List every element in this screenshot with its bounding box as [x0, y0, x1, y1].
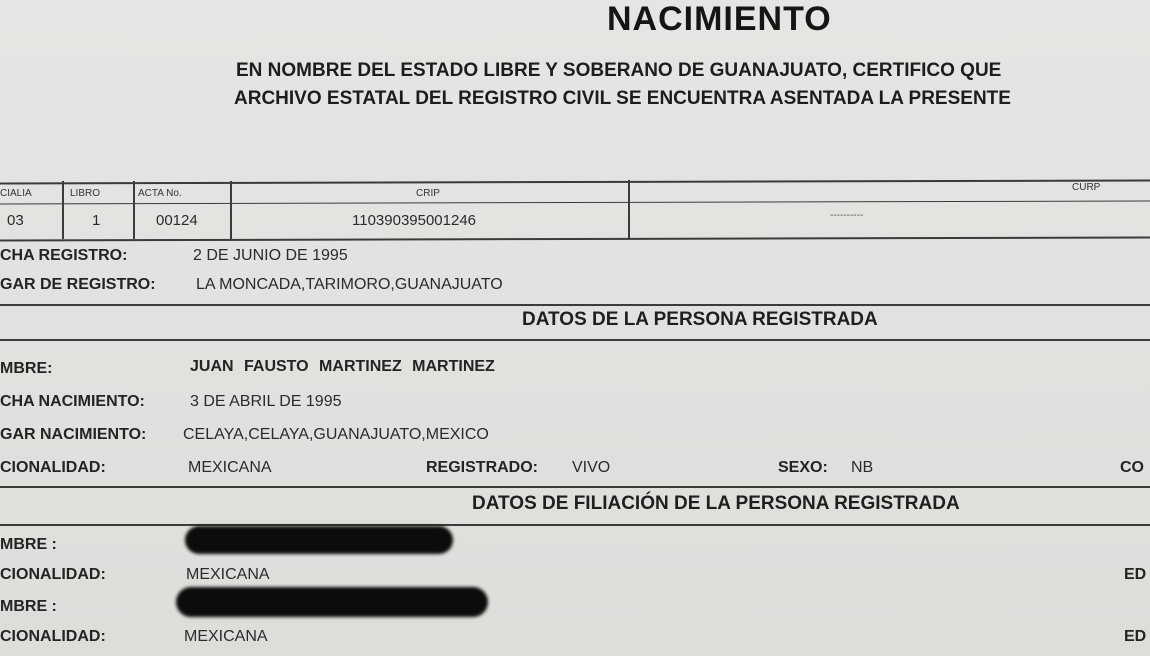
- parent-2-nombre-label: MBRE :: [0, 598, 57, 615]
- nombre-value: JUAN FAUSTO MARTINEZ MARTINEZ: [190, 358, 495, 375]
- parent-2-nacionalidad-value: MEXICANA: [184, 628, 268, 645]
- parent-1-nacionalidad-value: MEXICANA: [186, 566, 270, 583]
- header-curp: CURP: [1072, 182, 1101, 193]
- lugar-nacimiento-label: GAR NACIMIENTO:: [0, 426, 147, 443]
- lugar-registro-value: LA MONCADA,TARIMORO,GUANAJUATO: [196, 276, 503, 293]
- certification-line-2: ARCHIVO ESTATAL DEL REGISTRO CIVIL SE ENCUENTRA ASENTADA LA PRESENTE: [234, 88, 1011, 109]
- sexo-label: SEXO:: [778, 459, 828, 476]
- table-top-border: [0, 179, 1150, 184]
- lugar-nacimiento-value: CELAYA,CELAYA,GUANAJUATO,MEXICO: [183, 426, 489, 443]
- nacionalidad-label: CIONALIDAD:: [0, 459, 106, 476]
- redaction-bar: [185, 526, 453, 554]
- table-col-divider: [62, 181, 64, 239]
- value-crip: 110390395001246: [352, 212, 477, 229]
- fecha-nacimiento-value: 3 DE ABRIL DE 1995: [190, 393, 342, 410]
- table-col-divider: [133, 181, 135, 239]
- fecha-nacimiento-label: CHA NACIMIENTO:: [0, 393, 145, 410]
- lugar-registro-label: GAR DE REGISTRO:: [0, 276, 156, 293]
- registrado-value: VIVO: [572, 459, 611, 476]
- value-oficialia: 03: [7, 212, 24, 229]
- section-top-border: [0, 304, 1150, 306]
- value-curp: ----------: [830, 210, 864, 221]
- sexo-value: NB: [851, 459, 874, 476]
- cut-off-label: ED: [1124, 628, 1147, 645]
- registrado-label: REGISTRADO:: [426, 459, 538, 476]
- parent-1-nombre-label: MBRE :: [0, 536, 57, 553]
- header-libro: LIBRO: [70, 188, 101, 199]
- cut-off-label: CO: [1120, 459, 1144, 476]
- header-oficialia: CIALIA: [0, 188, 32, 199]
- fecha-registro-label: CHA REGISTRO:: [0, 247, 128, 264]
- parent-2-nacionalidad-label: CIONALIDAD:: [0, 628, 106, 645]
- nombre-label: MBRE:: [0, 360, 53, 377]
- table-col-divider: [230, 181, 232, 239]
- header-crip: CRIP: [416, 188, 440, 199]
- value-libro: 1: [92, 212, 101, 229]
- section-top-border: [0, 486, 1150, 488]
- table-bottom-border: [0, 236, 1150, 241]
- section-bottom-border: [0, 524, 1150, 526]
- section-bottom-border: [0, 339, 1150, 341]
- section-filiacion-title: DATOS DE FILIACIÓN DE LA PERSONA REGISTRADA: [472, 493, 960, 514]
- table-col-divider: [628, 180, 630, 238]
- parent-1-nacionalidad-label: CIONALIDAD:: [0, 566, 106, 583]
- cut-off-label: ED: [1124, 566, 1147, 583]
- value-acta: 00124: [156, 212, 198, 229]
- header-acta: ACTA No.: [138, 188, 182, 199]
- section-persona-title: DATOS DE LA PERSONA REGISTRADA: [522, 309, 878, 330]
- certification-line-1: EN NOMBRE DEL ESTADO LIBRE Y SOBERANO DE GUANAJUATO, CERTIFICO QUE: [236, 60, 1002, 81]
- table-header-divider: [0, 200, 1150, 204]
- nacionalidad-value: MEXICANA: [188, 459, 272, 476]
- document-title: NACIMIENTO: [607, 0, 832, 38]
- redaction-bar: [176, 587, 488, 617]
- fecha-registro-value: 2 DE JUNIO DE 1995: [193, 247, 348, 264]
